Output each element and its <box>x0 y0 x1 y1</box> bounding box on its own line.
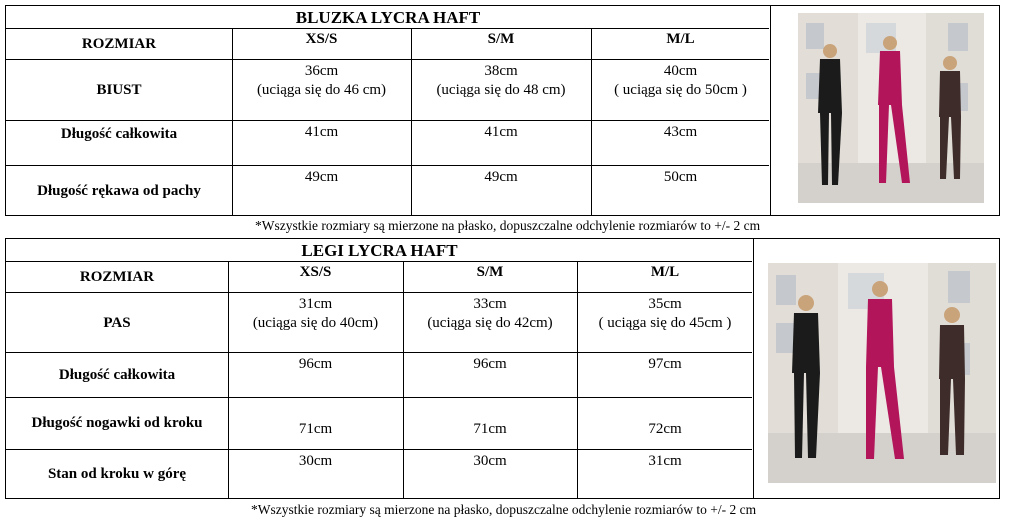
size-header-xs-s: XS/S <box>305 31 338 47</box>
header-label: ROZMIAR <box>81 36 157 52</box>
size-header-m-l: M/L <box>666 31 695 47</box>
row-label: BIUST <box>96 82 142 98</box>
value-cell: 30cm <box>473 453 507 469</box>
size-header-m-l: M/L <box>650 264 680 280</box>
table-title: LEGI LYCRA HAFT <box>301 241 458 260</box>
row-label: Długość nogawki od kroku <box>31 415 203 431</box>
value-cell: 43cm <box>663 124 698 140</box>
value-cell: 49cm <box>304 169 339 185</box>
value-cell: 31cm (ucіąga się do 40cm) <box>252 296 379 331</box>
value-cell: 50cm <box>663 169 698 185</box>
value-cell: 96cm <box>298 356 333 372</box>
three-models-photo <box>798 13 984 203</box>
value-cell: 72cm <box>648 421 682 437</box>
size-header-xs-s: XS/S <box>299 264 332 280</box>
row-label: Długość całkowita <box>60 126 178 142</box>
row-label: PAS <box>103 315 131 331</box>
measurement-note: *Wszystkie rozmiary są mierzone na płasko, dopuszczalne odchylenie rozmiarów to +/- 2 cm <box>255 218 761 233</box>
value-cell: 96cm <box>473 356 507 372</box>
table-title: BLUZKA LYCRA HAFT <box>295 8 481 27</box>
size-table-top <box>5 5 1000 216</box>
value-cell: 38cm (ucіąga się do 48 cm) <box>436 63 566 98</box>
row-label: Długość rękawa od pachy <box>37 183 201 199</box>
value-cell: 41cm <box>484 124 518 140</box>
measurement-note: *Wszystkie rozmiary są mierzone na płasko, dopuszczalne odchylenie rozmiarów to +/- 2 cm <box>251 502 757 517</box>
value-cell: 35cm ( ucіąga się do 45cm ) <box>598 296 732 331</box>
row-label: Stan od kroku w górę <box>47 466 187 482</box>
models-illustration <box>768 263 996 483</box>
value-cell: 49cm <box>484 169 518 185</box>
size-header-s-m: S/M <box>487 31 515 47</box>
value-cell: 31cm <box>648 453 682 469</box>
size-header-s-m: S/M <box>476 264 504 280</box>
value-cell: 40cm ( ucіąga się do 50cm ) <box>614 63 747 98</box>
value-cell: 71cm <box>298 421 333 437</box>
value-cell: 41cm <box>304 124 339 140</box>
size-table-bottom <box>5 238 1000 499</box>
value-cell: 71cm <box>473 421 507 437</box>
value-cell: 30cm <box>298 453 333 469</box>
value-cell: 97cm <box>648 356 682 372</box>
models-illustration <box>798 13 984 203</box>
value-cell: 36cm (ucіąga się do 46 cm) <box>256 63 387 98</box>
row-label: Długość całkowita <box>58 367 176 383</box>
value-cell: 33cm (ucіąga się do 42cm) <box>427 296 553 331</box>
header-label: ROZMIAR <box>79 269 155 285</box>
three-models-photo <box>768 263 996 483</box>
